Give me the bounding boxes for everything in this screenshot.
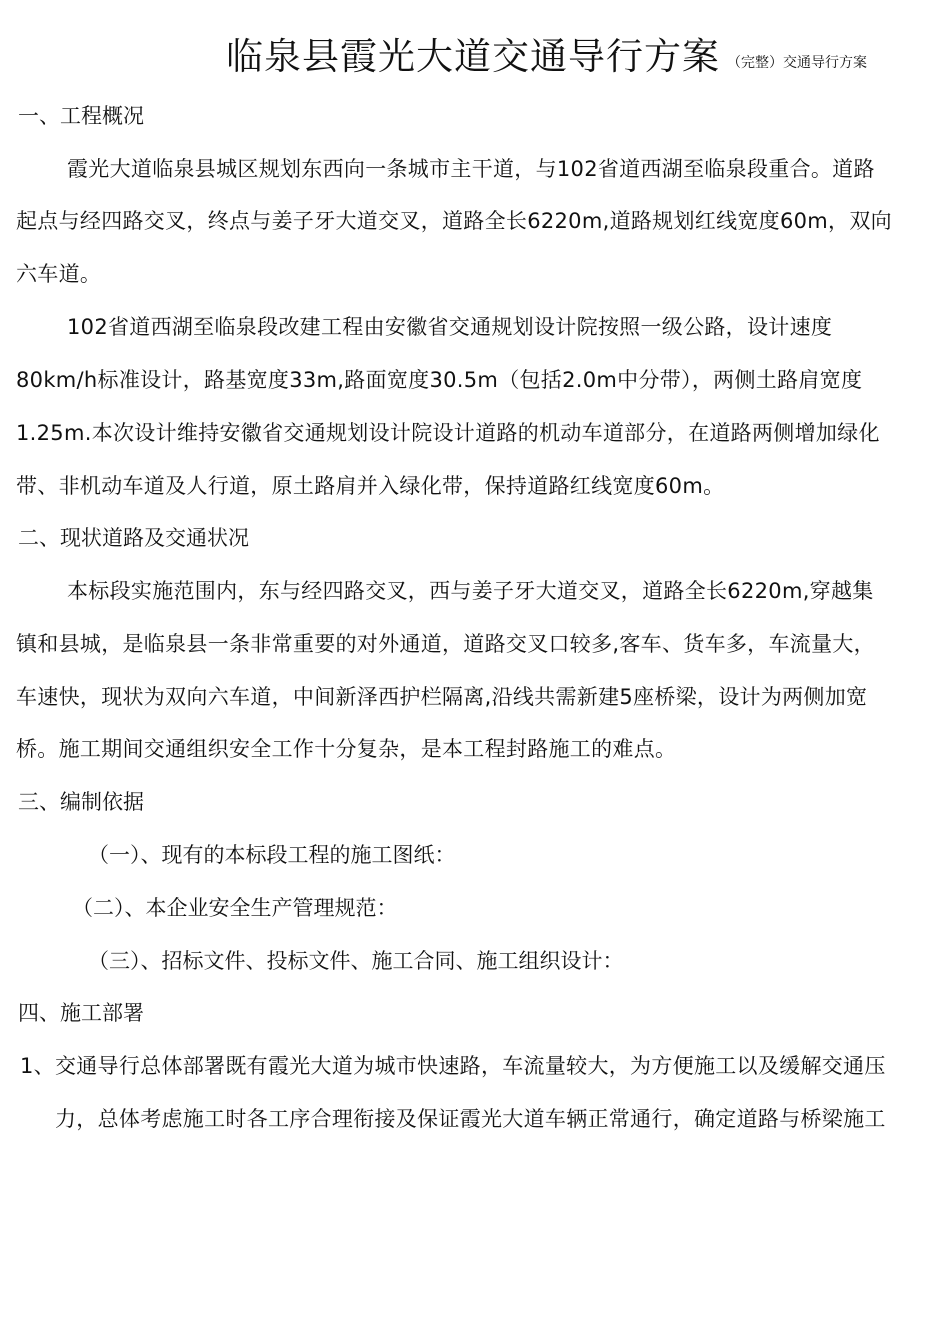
- list-item: （三）、招标文件、投标文件、施工合同、施工组织设计：: [88, 949, 624, 973]
- paragraph-line: 起点与经四路交叉，终点与姜子牙大道交叉，道路全长6220m,道路规划红线宽度60m，双向: [16, 209, 892, 233]
- title-main: 临泉县霞光大道交通导行方案: [226, 35, 720, 78]
- paragraph-line: 霞光大道临泉县城区规划东西向一条城市主干道，与102省道西湖至临泉段重合。道路: [67, 157, 875, 181]
- paragraph-line: 1、交通导行总体部署既有霞光大道为城市快速路，车流量较大，为方便施工以及缓解交通压: [20, 1054, 886, 1078]
- section-heading-current-status: 二、现状道路及交通状况: [18, 526, 249, 550]
- section-heading-overview: 一、工程概况: [18, 104, 144, 128]
- list-item: （二）、本企业安全生产管理规范：: [72, 896, 398, 920]
- paragraph-line: 本标段实施范围内，东与经四路交叉，西与姜子牙大道交叉，道路全长6220m,穿越集: [67, 579, 874, 603]
- paragraph-line: 带、非机动车道及人行道，原土路肩并入绿化带，保持道路红线宽度60m。: [16, 474, 725, 498]
- paragraph-line: 80km/h标准设计，路基宽度33m,路面宽度30.5m（包括2.0m中分带），两侧土路肩宽度: [16, 368, 863, 392]
- title-suffix: （完整）交通导行方案: [727, 55, 867, 71]
- paragraph-line: 车速快，现状为双向六车道，中间新泽西护栏隔离,沿线共需新建5座桥梁，设计为两侧加宽: [16, 685, 868, 709]
- paragraph-line: 1.25m.本次设计维持安徽省交通规划设计院设计道路的机动车道部分，在道路两侧增加绿化: [16, 421, 880, 445]
- section-heading-basis: 三、编制依据: [18, 790, 144, 814]
- list-item: （一）、现有的本标段工程的施工图纸：: [88, 843, 456, 867]
- paragraph-line: 六车道。: [16, 262, 102, 286]
- paragraph-line: 镇和县城，是临泉县一条非常重要的对外通道，道路交叉口较多,客车、货车多，车流量大，: [16, 632, 875, 656]
- section-heading-deployment: 四、施工部署: [18, 1001, 144, 1025]
- paragraph-line: 102省道西湖至临泉段改建工程由安徽省交通规划设计院按照一级公路，设计速度: [67, 315, 833, 339]
- paragraph-line: 力，总体考虑施工时各工序合理衔接及保证霞光大道车辆正常通行，确定道路与桥梁施工: [55, 1107, 886, 1131]
- document-title: [0, 34, 950, 82]
- paragraph-line: 桥。施工期间交通组织安全工作十分复杂，是本工程封路施工的难点。: [16, 737, 677, 761]
